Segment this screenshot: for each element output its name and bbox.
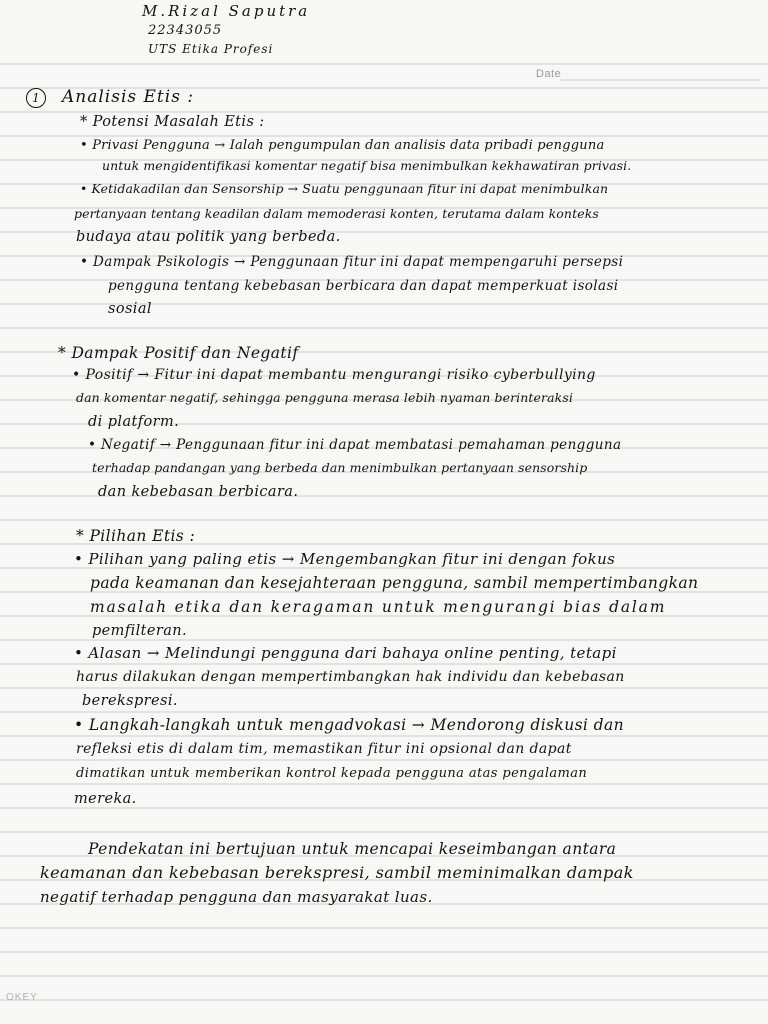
line-10: * Dampak Positif dan Negatif [58,344,299,362]
line-27: dimatikan untuk memberikan kontrol kepada pengguna atas pengalaman [76,766,588,781]
line-19: pada keamanan dan kesejahteraan pengguna, sambil mempertimbangkan [90,574,699,592]
line-07: • Dampak Psikologis → Penggunaan fitur ini dapat mempengaruhi persepsi [80,254,624,270]
line-24: berekspresi. [82,693,178,709]
section-number-circle: 1 [26,88,46,108]
line-28: mereka. [74,791,137,807]
line-01: * Potensi Masalah Etis : [80,114,265,130]
line-03: untuk mengidentifikasi komentar negatif bisa menimbulkan kekhawatiran privasi. [102,158,632,173]
line-04: • Ketidakadilan dan Sensorship → Suatu penggunaan fitur ini dapat menimbulkan [80,181,609,196]
line-18: • Pilihan yang paling etis → Mengembangkan fitur ini dengan fokus [74,550,616,568]
line-26: refleksi etis di dalam tim, memastikan fitur ini opsional dan dapat [76,741,572,757]
line-31: negatif terhadap pengguna dan masyarakat luas. [40,888,433,906]
line-06: budaya atau politik yang berbeda. [76,229,341,245]
line-30: keamanan dan kebebasan berekspresi, sambil meminimalkan dampak [40,863,634,882]
line-25: • Langkah-langkah untuk mengadvokasi → Mendorong diskusi dan [74,716,624,734]
notebook-brand-mark: OKEY [6,992,38,1003]
line-21: pemfilteran. [92,623,187,639]
line-05: pertanyaan tentang keadilan dalam memoderasi konten, terutama dalam konteks [74,206,599,221]
date-label: Date [536,68,562,80]
line-23: harus dilakukan dengan mempertimbangkan hak individu dan kebebasan [76,669,625,685]
line-12: dan komentar negatif, sehingga pengguna merasa lebih nyaman berinteraksi [76,390,573,405]
line-16: dan kebebasan berbicara. [98,484,299,500]
section-title: Analisis Etis : [62,87,195,107]
student-id: 22343055 [148,23,223,38]
line-13: di platform. [88,414,180,430]
line-11: • Positif → Fitur ini dapat membantu mengurangi risiko cyberbullying [72,367,596,383]
line-17: * Pilihan Etis : [76,527,196,545]
line-29: Pendekatan ini bertujuan untuk mencapai keseimbangan antara [88,840,617,858]
line-14: • Negatif → Penggunaan fitur ini dapat membatasi pemahaman pengguna [88,437,622,453]
line-20: masalah etika dan keragaman untuk mengurangi bias dalam [90,598,667,616]
line-22: • Alasan → Melindungi pengguna dari bahaya online penting, tetapi [74,644,617,662]
student-name: M.Rizal Saputra [142,2,311,20]
line-09: sosial [108,301,152,317]
line-15: terhadap pandangan yang berbeda dan menimbulkan pertanyaan sensorship [92,460,588,475]
line-08: pengguna tentang kebebasan berbicara dan dapat memperkuat isolasi [108,278,619,294]
subject-title: UTS Etika Profesi [148,42,274,56]
line-02: • Privasi Pengguna → Ialah pengumpulan dan analisis data pribadi pengguna [80,138,605,153]
